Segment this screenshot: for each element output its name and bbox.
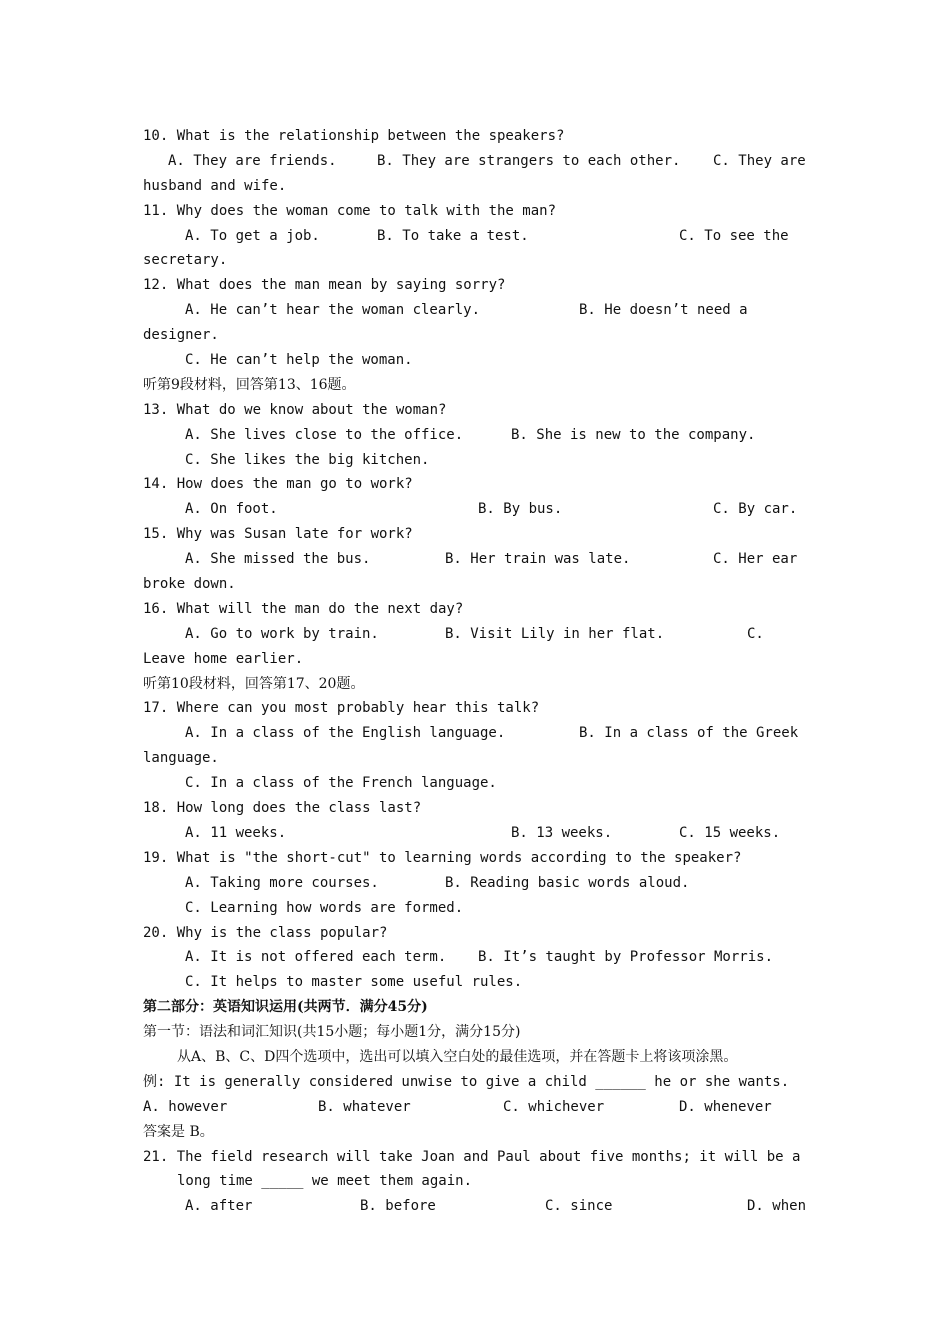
option-b: B. In a class of the Greek (579, 725, 799, 742)
option-a: A. On foot. (185, 501, 278, 518)
instructions-text: 从A、B、C、D四个选项中，选出可以填入空白处的最佳选项，并在答题卡上将该项涂黑。 (177, 1048, 738, 1065)
question-20-options (143, 945, 808, 970)
option-c: C. Her ear (713, 551, 798, 568)
question-12-option-b-cont (143, 323, 808, 348)
question-15 (143, 522, 808, 547)
option-b: B. She is new to the company. (511, 426, 756, 443)
option-a: A. however (143, 1098, 228, 1115)
option-a: A. She missed the bus. (185, 551, 371, 568)
question-14 (143, 472, 808, 497)
question-17-options (143, 721, 808, 746)
option-c: C. In a class of the French language. (185, 775, 497, 792)
question-17 (143, 696, 808, 721)
question-text: 10. What is the relationship between the speakers? (143, 128, 565, 144)
question-12-option-c (143, 348, 808, 373)
option-b: B. To take a test. (377, 227, 529, 244)
option-a: A. after (185, 1198, 253, 1215)
question-text: 15. Why was Susan late for work? (143, 526, 413, 543)
option-c: C. (747, 625, 764, 642)
option-c: C. He can’t help the woman. (185, 352, 413, 369)
option-b: B. By bus. (478, 501, 563, 518)
option-b: B. He doesn’t need a (579, 302, 748, 319)
option-c-continued: secretary. (143, 252, 228, 269)
question-21 (143, 1145, 808, 1170)
question-text: 19. What is "the short-cut" to learning words according to the speaker? (143, 849, 742, 866)
exam-page (143, 124, 808, 1219)
option-b: B. Her train was late. (445, 551, 631, 568)
question-text: 21. The field research will take Joan and Paul about five months; it will be a (143, 1148, 801, 1165)
question-19 (143, 846, 808, 871)
option-d: D. when (747, 1198, 807, 1215)
heading-text: 第一节：语法和词汇知识(共15小题；每小题1分，满分15分) (143, 1024, 521, 1041)
section-one-heading (143, 1020, 808, 1045)
question-12-options (143, 298, 808, 323)
question-12 (143, 273, 808, 298)
option-a: A. They are friends. (168, 152, 337, 169)
question-text-continued: long time _____ we meet them again. (177, 1173, 473, 1190)
question-17-option-c (143, 771, 808, 796)
question-18 (143, 796, 808, 821)
answer-text: 答案是 B。 (143, 1123, 214, 1140)
question-20-option-c (143, 970, 808, 995)
instructions (143, 1045, 808, 1070)
heading-text: 第二部分：英语知识运用(共两节．满分45分) (143, 999, 428, 1016)
question-18-options (143, 821, 808, 846)
question-text: 12. What does the man mean by saying sorry? (143, 277, 506, 294)
option-c: C. She likes the big kitchen. (185, 451, 430, 468)
option-c: C. Learning how words are formed. (185, 899, 464, 916)
question-17-option-b-cont (143, 746, 808, 771)
section-text: 听第10段材料，回答第17、20题。 (143, 675, 365, 692)
question-text: 13. What do we know about the woman? (143, 401, 447, 418)
question-text: 14. How does the man go to work? (143, 476, 413, 493)
question-20 (143, 921, 808, 946)
question-11 (143, 199, 808, 224)
option-c: C. 15 weeks. (679, 824, 781, 841)
option-c: C. It helps to master some useful rules. (185, 974, 523, 991)
section-heading-10 (143, 672, 808, 697)
question-text: 17. Where can you most probably hear this talk? (143, 700, 540, 717)
option-c-continued: Leave home earlier. (143, 650, 304, 667)
option-b: B. before (360, 1198, 436, 1215)
section-heading-9 (143, 373, 808, 398)
example-question (143, 1070, 808, 1095)
question-text: 20. Why is the class popular? (143, 924, 388, 941)
question-11-options (143, 224, 808, 249)
option-c: C. whichever (503, 1098, 605, 1115)
question-13-option-c (143, 448, 808, 473)
option-a: A. It is not offered each term. (185, 949, 447, 966)
question-13 (143, 398, 808, 423)
option-c-continued: husband and wife. (143, 177, 287, 194)
question-13-options (143, 423, 808, 448)
option-b: B. whatever (318, 1098, 411, 1115)
option-b: B. 13 weeks. (511, 824, 613, 841)
option-b-continued: designer. (143, 327, 219, 344)
question-text: 11. Why does the woman come to talk with the man? (143, 202, 557, 219)
question-16-option-c-cont (143, 647, 808, 672)
question-21-cont (143, 1169, 808, 1194)
example-answer (143, 1120, 808, 1145)
question-14-options (143, 497, 808, 522)
option-a: A. Taking more courses. (185, 874, 379, 891)
option-b: B. It’s taught by Professor Morris. (478, 949, 774, 966)
option-a: A. He can’t hear the woman clearly. (185, 302, 481, 319)
option-b: B. Visit Lily in her flat. (445, 625, 665, 642)
question-15-options (143, 547, 808, 572)
option-d: D. whenever (679, 1098, 772, 1115)
example-text: 例: It is generally considered unwise to give a child ______ he or she wants. (143, 1073, 790, 1090)
question-text: 18. How long does the class last? (143, 800, 422, 817)
question-10-option-c-cont (143, 174, 808, 199)
question-16-options (143, 622, 808, 647)
part-two-heading (143, 995, 808, 1020)
option-b: B. Reading basic words aloud. (445, 874, 690, 891)
option-c: C. They are (713, 152, 806, 169)
option-b-continued: language. (143, 750, 219, 767)
question-text: 16. What will the man do the next day? (143, 600, 464, 617)
option-a: A. To get a job. (185, 227, 320, 244)
question-21-options (143, 1194, 808, 1219)
question-19-option-c (143, 896, 808, 921)
question-19-options (143, 871, 808, 896)
example-options (143, 1095, 808, 1120)
option-a: A. In a class of the English language. (185, 725, 506, 742)
question-11-option-c-cont (143, 248, 808, 273)
option-b: B. They are strangers to each other. (377, 152, 681, 169)
section-text: 听第9段材料，回答第13、16题。 (143, 376, 356, 393)
question-15-option-c-cont (143, 572, 808, 597)
option-c-continued: broke down. (143, 576, 236, 593)
option-c: C. since (545, 1198, 613, 1215)
option-a: A. 11 weeks. (185, 824, 287, 841)
option-a: A. She lives close to the office. (185, 426, 464, 443)
question-10-options (143, 149, 808, 174)
option-c: C. By car. (713, 501, 798, 518)
option-c: C. To see the (679, 227, 789, 244)
question-16 (143, 597, 808, 622)
option-a: A. Go to work by train. (185, 625, 379, 642)
question-10 (143, 124, 808, 149)
